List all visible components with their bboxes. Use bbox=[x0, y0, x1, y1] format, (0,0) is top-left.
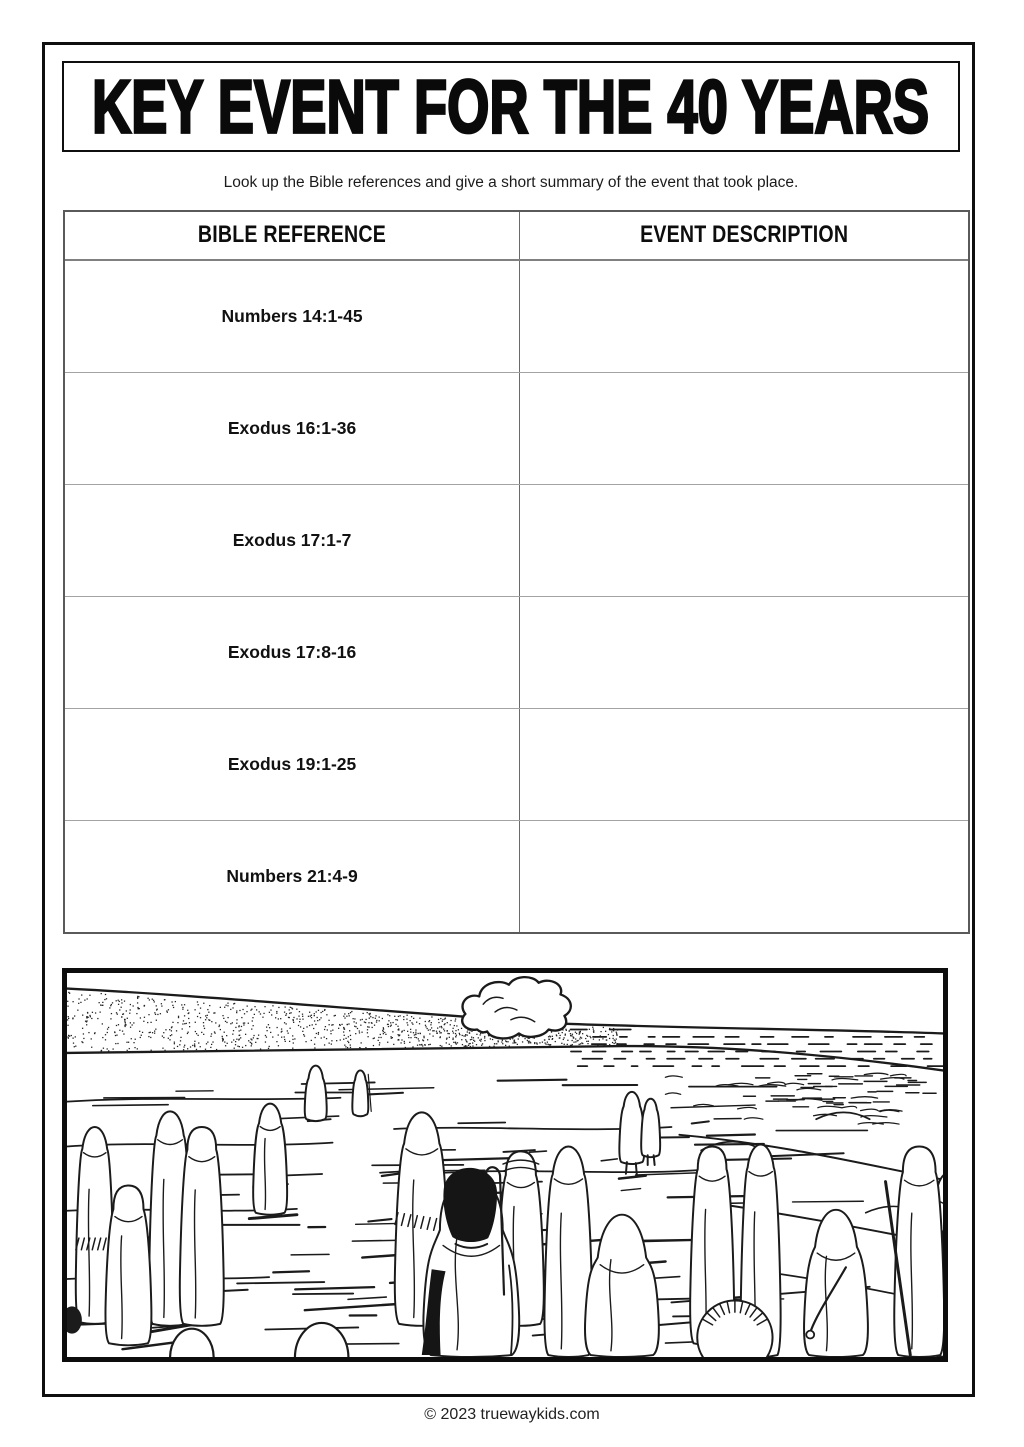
table-row bbox=[65, 485, 968, 597]
event-description-cell bbox=[520, 709, 968, 820]
bible-reference-cell: Exodus 17:8-16 bbox=[65, 597, 520, 708]
bible-reference-cell: Exodus 16:1-36 bbox=[65, 373, 520, 484]
title-box bbox=[62, 61, 960, 152]
bible-reference-cell: Numbers 14:1-45 bbox=[65, 261, 520, 372]
event-description-cell bbox=[520, 821, 968, 932]
bible-reference-cell: Exodus 17:1-7 bbox=[65, 485, 520, 596]
table-row bbox=[65, 597, 968, 709]
event-description-cell bbox=[520, 597, 968, 708]
event-description-cell bbox=[520, 261, 968, 372]
table-row bbox=[65, 261, 968, 373]
bible-reference-cell: Numbers 21:4-9 bbox=[65, 821, 520, 932]
column-header-event-description: EVENT DESCRIPTION bbox=[639, 221, 849, 248]
illustration-israelites-desert bbox=[62, 968, 948, 1362]
table-row bbox=[65, 709, 968, 821]
column-header-bible-reference: BIBLE REFERENCE bbox=[65, 212, 520, 259]
bible-reference-cell: Exodus 19:1-25 bbox=[65, 709, 520, 820]
event-description-cell bbox=[520, 373, 968, 484]
table-row bbox=[65, 373, 968, 485]
reference-table bbox=[63, 210, 970, 934]
table-row bbox=[65, 821, 968, 932]
page-title: KEY EVENT FOR THE 40 YEARS bbox=[92, 64, 930, 149]
table-header-row bbox=[65, 212, 968, 261]
copyright-text: © 2023 truewaykids.com bbox=[424, 1406, 600, 1423]
instruction-text: Look up the Bible references and give a short summary of the event that took place. bbox=[223, 174, 799, 191]
desert-scene-drawing bbox=[67, 973, 943, 1357]
event-description-cell bbox=[520, 485, 968, 596]
